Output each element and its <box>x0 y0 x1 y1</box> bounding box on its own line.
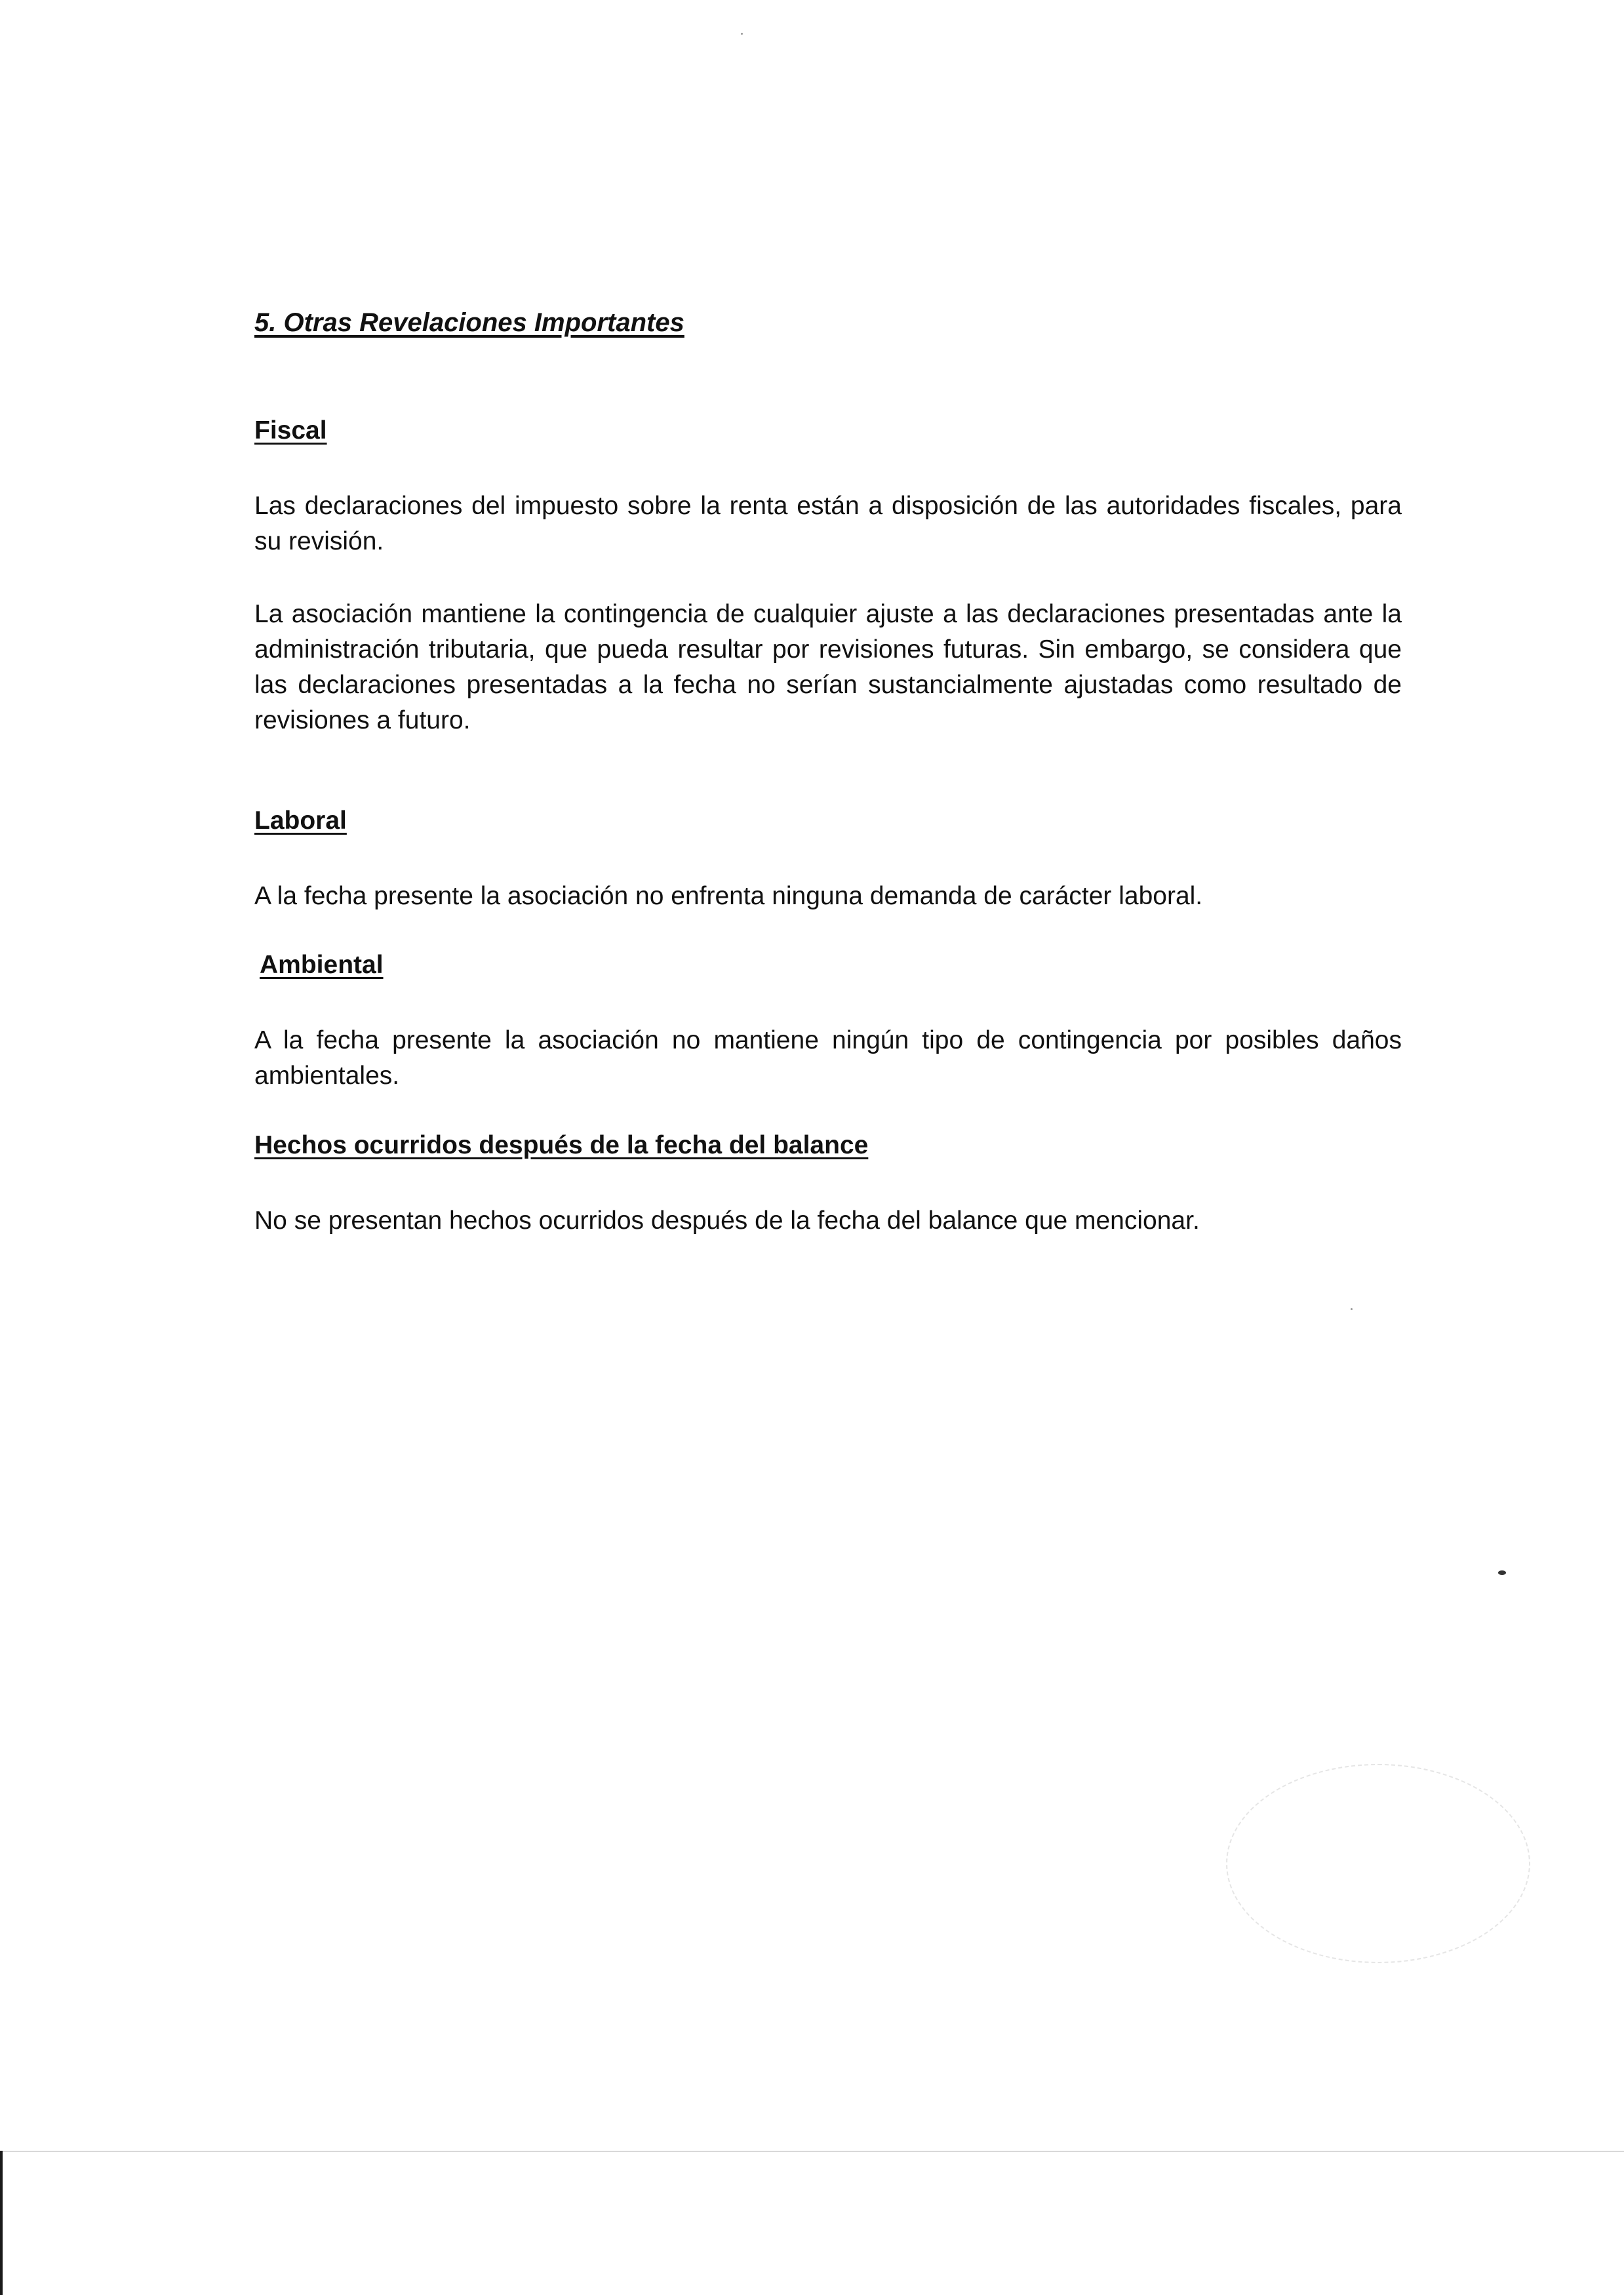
paragraph-fiscal-1: Las declaraciones del impuesto sobre la renta están a disposición de las autoridades fiscales, para su revisión. <box>254 492 1402 555</box>
heading-laboral: Laboral <box>254 807 347 835</box>
heading-ambiental: Ambiental <box>260 951 384 979</box>
section-title: 5. Otras Revelaciones Importantes <box>254 308 684 337</box>
scan-speck <box>1351 1308 1353 1310</box>
paragraph-laboral: A la fecha presente la asociación no enfrenta ninguna demanda de carácter laboral. <box>254 882 1203 910</box>
heading-hechos-posteriores: Hechos ocurridos después de la fecha del balance <box>254 1131 869 1159</box>
heading-fiscal: Fiscal <box>254 416 327 445</box>
scan-speck <box>1498 1570 1506 1575</box>
scan-left-edge <box>0 2151 3 2295</box>
paragraph-ambiental: A la fecha presente la asociación no mantiene ningún tipo de contingencia por posibles daños ambientales. <box>254 1026 1402 1090</box>
paragraph-hechos-posteriores: No se presentan hechos ocurridos después de la fecha del balance que mencionar. <box>254 1207 1200 1235</box>
paragraph-fiscal-2: La asociación mantiene la contingencia de cualquier ajuste a las declaraciones presentadas ante la administración tributaria, que pueda resultar por revisiones futuras. Sin embargo, se considera que las declaraciones presentadas a la fecha no serían sustancialmente ajustadas como resultado de revisiones a futuro. <box>254 600 1402 734</box>
scan-bottom-line <box>0 2151 1624 2152</box>
scan-speck <box>741 33 743 35</box>
faded-stamp <box>1226 1764 1530 1963</box>
